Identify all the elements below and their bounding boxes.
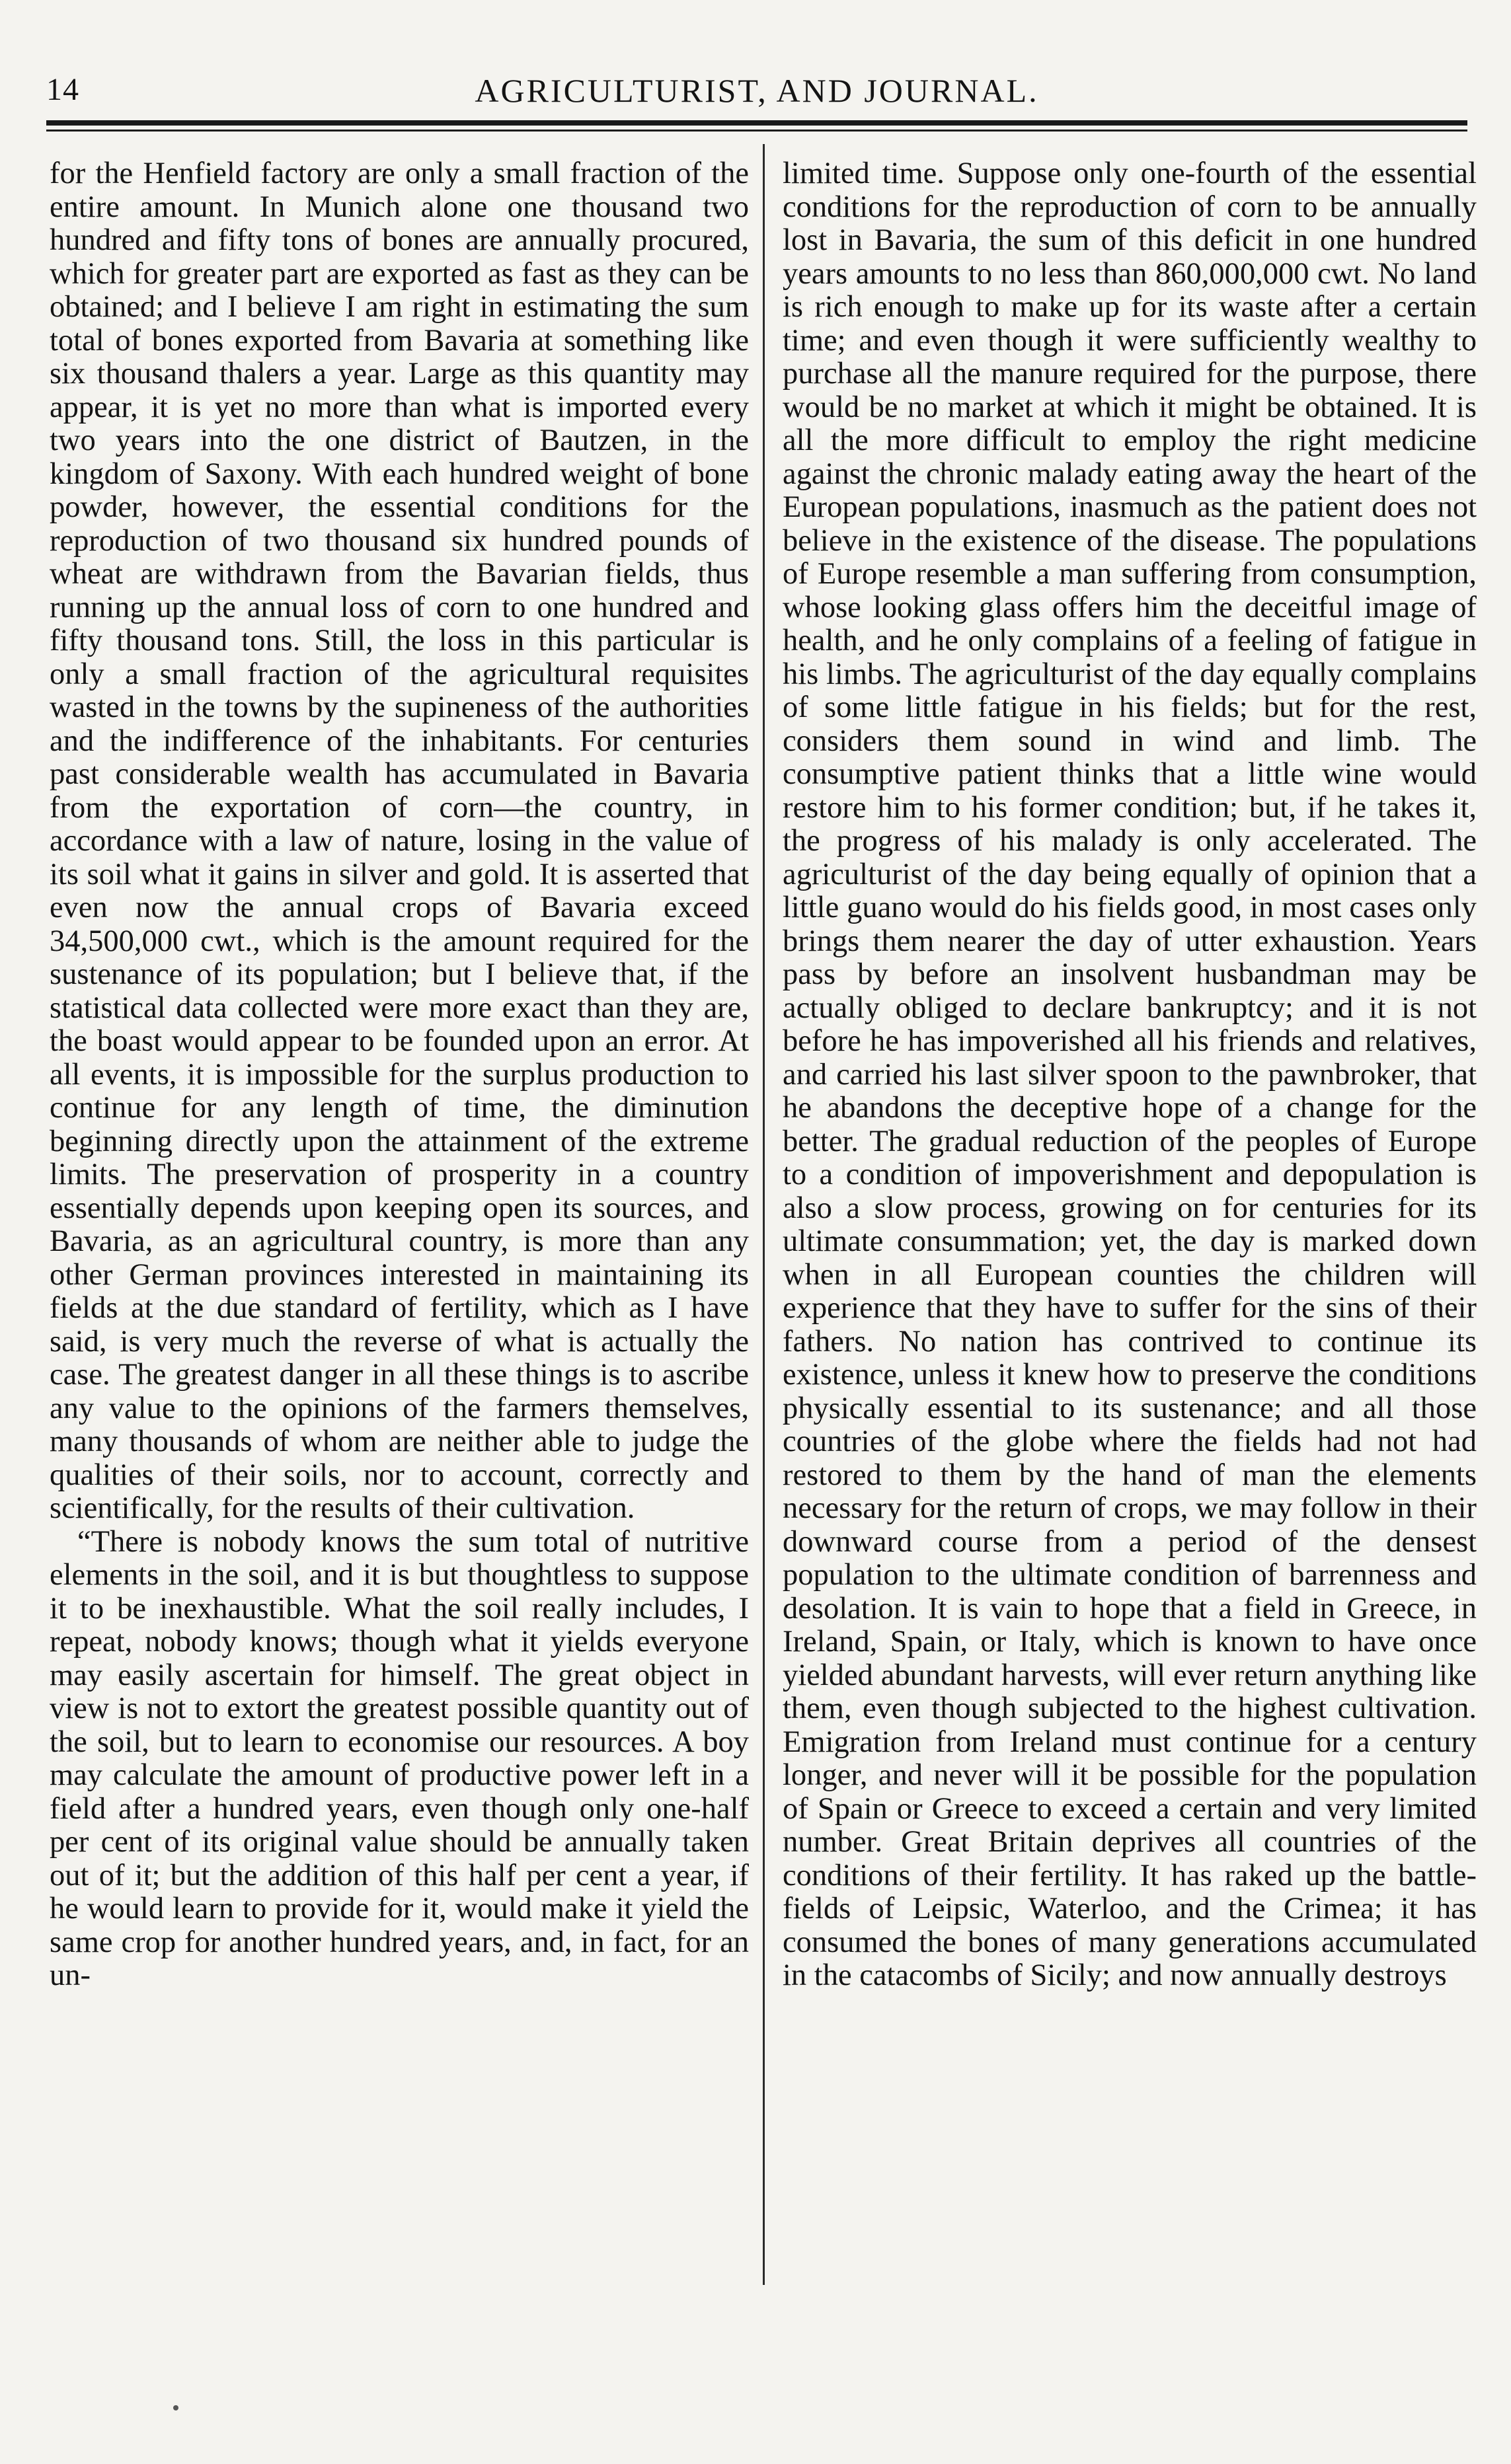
header-rule-thin bbox=[46, 130, 1467, 131]
paragraph: “There is nobody knows the sum total of nutritive elements in the soil, and it is but thoughtless to suppose it to be inexhaustible. What the soil really includes, I repeat, nobody knows; though what it yields everyone may easily ascertain for himself. The great object in view is not to extort the greatest possible quantity out of the soil, but to learn to economise our resources. A boy may calculate the amount of productive power left in a field after a hundred years, even though only one-half per cent of its original value should be annually taken out of it; but the addition of this half per cent a year, if he would learn to provide for it, would make it yield the same crop for another hundred years, and, in fact, for an un- bbox=[50, 1524, 749, 1992]
right-column bbox=[783, 157, 1477, 2305]
header-rule-thick bbox=[46, 120, 1467, 126]
running-head: AGRICULTURIST, AND JOURNAL. bbox=[475, 72, 1039, 109]
page-header bbox=[46, 71, 1467, 124]
left-column bbox=[50, 157, 749, 2305]
column-divider bbox=[763, 144, 765, 2285]
paragraph: for the Henfield factory are only a small fraction of the entire amount. In Munich alone one thousand two hundred and fifty tons of bones are annually procured, which for greater part are exported as fast as they can be obtained; and I believe I am right in estimating the sum total of bones exported from Bavaria at something like six thousand thalers a year. Large as this quantity may appear, it is yet no more than what is imported every two years into the one district of Bautzen, in the kingdom of Saxony. With each hundred weight of bone powder, however, the essential conditions for the reproduction of two thousand six hundred pounds of wheat are withdrawn from the Bavarian fields, thus running up the annual loss of corn to one hundred and fifty thousand tons. Still, the loss in this particular is only a small fraction of the agricultural requisites wasted in the towns by the supineness of the authorities and the indifference of the inhabitants. For centuries past considerable wealth has accumulated in Bavaria from the exportation of corn—the country, in accordance with a law of nature, losing in the value of its soil what it gains in silver and gold. It is asserted that even now the annual crops of Bavaria exceed 34,500,000 cwt., which is the amount required for the sustenance of its population; but I believe that, if the statistical data collected were more exact than they are, the boast would appear to be founded upon an error. At all events, it is impossible for the surplus production to continue for any length of time, the diminution beginning directly upon the attainment of the extreme limits. The preservation of prosperity in a country essentially depends upon keeping open its sources, and Bavaria, as an agricultural country, is more than any other German provinces interested in maintaining its fields at the due standard of fertility, which as I have said, is very much the reverse of what is actually the case. The greatest danger in all these things is to ascribe any value to the opinions of the farmers themselves, many thousands of whom are neither able to judge the qualities of their soils, nor to account, correctly and scientifically, for the results of their cultivation. bbox=[50, 157, 749, 1525]
ink-speck bbox=[173, 2405, 178, 2410]
page-number: 14 bbox=[46, 72, 79, 107]
paragraph: limited time. Suppose only one-fourth of the essential conditions for the reproduction of corn to be annually lost in Bavaria, the sum of this deficit in one hundred years amounts to no less than 860,000,000 cwt. No land is rich enough to make up for its waste after a certain time; and even though it were sufficiently wealthy to purchase all the manure required for the purpose, there would be no market at which it might be obtained. It is all the more difficult to employ the right medicine against the chronic malady eating away the heart of the European populations, inasmuch as the patient does not believe in the existence of the disease. The populations of Europe resemble a man suffering from consumption, whose looking glass offers him the deceitful image of health, and he only complains of a feeling of fatigue in his limbs. The agriculturist of the day equally complains of some little fatigue in his fields; but for the rest, considers them sound in wind and limb. The consumptive patient thinks that a little wine would restore him to his former condition; but, if he takes it, the progress of his malady is only accelerated. The agriculturist of the day being equally of opinion that a little guano would do his fields good, in most cases only brings them nearer the day of utter exhaustion. Years pass by before an insolvent husbandman may be actually obliged to declare bankruptcy; and it is not before he has impoverished all his friends and relatives, and carried his last silver spoon to the pawnbroker, that he abandons the deceptive hope of a change for the better. The gradual reduction of the peoples of Europe to a condition of impoverishment and depopulation is also a slow process, growing on for centuries for its ultimate consummation; yet, the day is marked down when in all European counties the children will experience that they have to suffer for the sins of their fathers. No nation has contrived to continue its existence, unless it knew how to preserve the conditions physically essential to its sustenance; and all those countries of the globe where the fields had not had restored to them by the hand of man the elements necessary for the return of crops, we may follow in their downward course from a period of the densest population to the ultimate condition of barrenness and desolation. It is vain to hope that a field in Greece, in Ireland, Spain, or Italy, which is known to have once yielded abundant harvests, will ever return anything like them, even though subjected to the highest cultivation. Emigration from Ireland must continue for a century longer, and never will it be possible for the population of Spain or Greece to exceed a certain and very limited number. Great Britain deprives all countries of the conditions of their fertility. It has raked up the battle-fields of Leipsic, Waterloo, and the Crimea; it has consumed the bones of many generations accumulated in the catacombs of Sicily; and now annually destroys bbox=[783, 157, 1477, 1992]
